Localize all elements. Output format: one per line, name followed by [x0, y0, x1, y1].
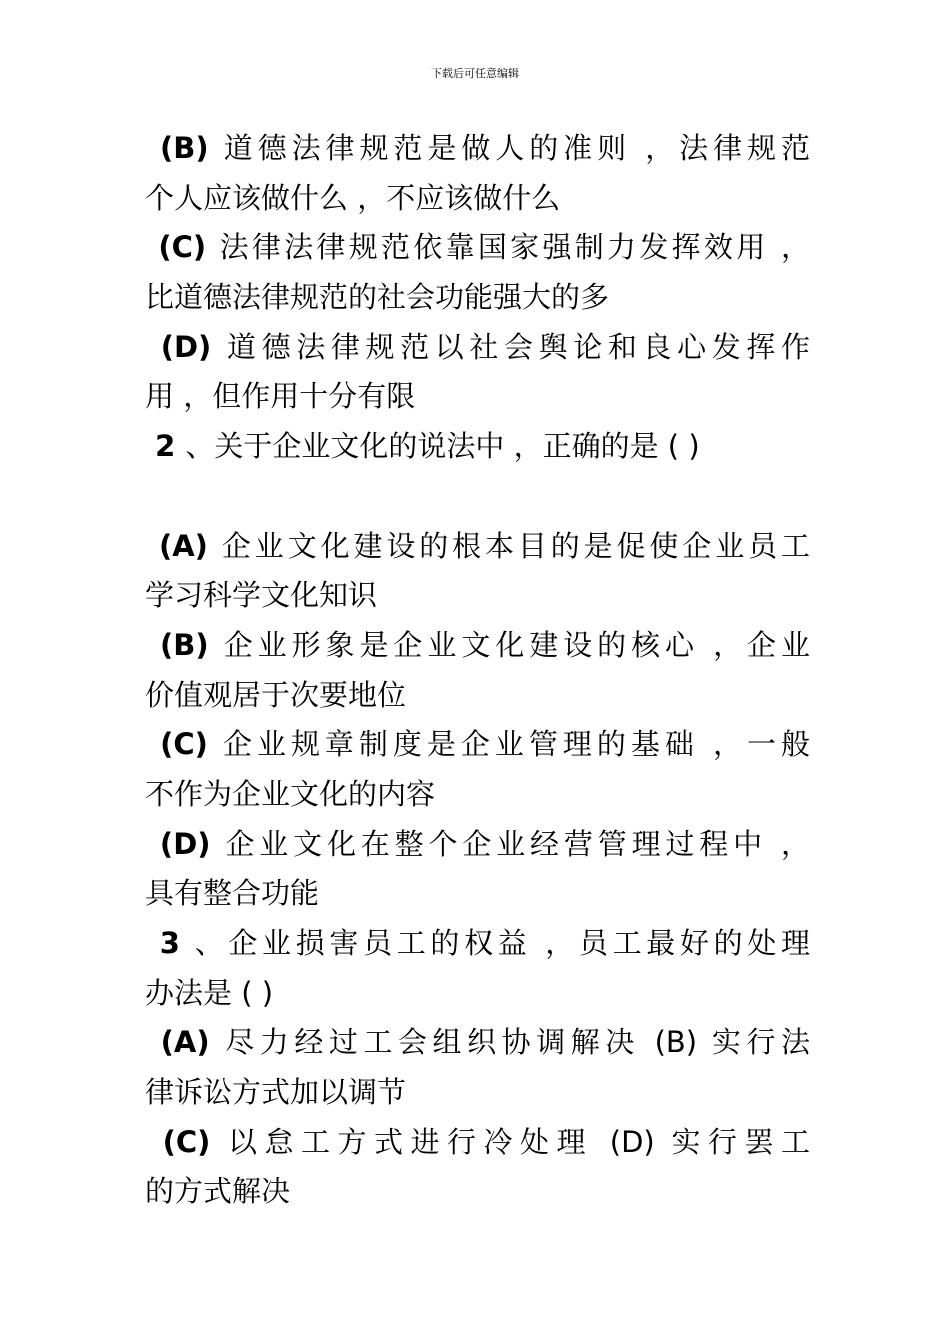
q2-option-c-line-1 — [145, 720, 810, 770]
option-c-line-1 — [145, 223, 810, 273]
q2-option-d-line-1 — [145, 820, 810, 870]
q2-option-d-line-2 — [145, 869, 810, 919]
option-text: 用 ，但作用十分有限 — [145, 379, 416, 414]
q3-options-cd-line-2 — [145, 1167, 810, 1217]
option-text: 具有整合功能 — [145, 876, 320, 911]
option-text: 企业文化在整个企业经营管理过程中 ， — [225, 826, 810, 861]
q2-option-a-line-2 — [145, 571, 810, 621]
option-b-line-1 — [145, 124, 810, 174]
question-number: 3 — [145, 926, 195, 960]
option-text: 企业文化建设的根本目的是促使企业员工 — [221, 528, 810, 563]
option-text: 法律法律规范依靠国家强制力发挥效用 ， — [219, 230, 810, 265]
question-2 — [145, 422, 810, 472]
option-label: (C) — [145, 230, 220, 265]
option-text: 企业形象是企业文化建设的核心 ，企业 — [223, 627, 810, 662]
question-3-line-2 — [145, 969, 810, 1019]
q3-options-ab-line-2 — [145, 1068, 810, 1118]
q3-options-cd-line-1 — [145, 1118, 810, 1168]
option-label: (D) — [145, 329, 228, 364]
option-text: 学习科学文化知识 — [145, 578, 378, 613]
option-text: 以怠工方式进行冷处理 (D) 实行罢工 — [228, 1124, 810, 1159]
option-label: (A) — [145, 1025, 226, 1060]
option-c-line-2 — [145, 273, 810, 323]
option-label: (B) — [145, 627, 224, 662]
option-text: 企业规章制度是企业管理的基础 ，一般 — [222, 727, 810, 762]
option-d-line-1 — [145, 323, 810, 373]
question-text: 、企业损害员工的权益 ，员工最好的处理 — [194, 926, 810, 960]
option-text: 道德法律规范是做人的准则 ，法律规范 — [223, 131, 810, 165]
option-text: 律诉讼方式加以调节 — [145, 1075, 407, 1110]
option-label: (B) — [145, 131, 224, 165]
option-text: 个人应该做什么 ，不应该做什么 — [145, 180, 561, 215]
option-text: 不作为企业文化的内容 — [145, 776, 436, 811]
option-label: (C) — [145, 1124, 228, 1159]
option-label: (A) — [145, 528, 222, 563]
option-text: 的方式解决 — [145, 1174, 291, 1209]
option-b-line-2 — [145, 174, 810, 224]
option-label: (C) — [145, 727, 223, 762]
page-header: 下载后可任意编辑 — [431, 67, 519, 80]
option-label: (D) — [145, 826, 226, 861]
option-text: 比道德法律规范的社会功能强大的多 — [145, 280, 610, 315]
option-text: 尽力经过工会组织协调解决 (B) 实行法 — [225, 1025, 810, 1060]
q2-option-c-line-2 — [145, 770, 810, 820]
question-number: 2 — [145, 429, 186, 464]
q2-option-b-line-1 — [145, 621, 810, 671]
q3-options-ab-line-1 — [145, 1018, 810, 1068]
blank-line — [145, 472, 810, 522]
question-3-line-1 — [145, 919, 810, 969]
q2-option-b-line-2 — [145, 671, 810, 721]
option-d-line-2 — [145, 372, 810, 422]
option-text: 道德法律规范以社会舆论和良心发挥作 — [227, 329, 810, 364]
question-text: 办法是 ( ) — [145, 975, 274, 1010]
question-text: 、关于企业文化的说法中 ，正确的是 ( ) — [185, 429, 700, 464]
q2-option-a-line-1 — [145, 522, 810, 572]
option-text: 价值观居于次要地位 — [145, 677, 407, 712]
document-body — [145, 124, 810, 1217]
